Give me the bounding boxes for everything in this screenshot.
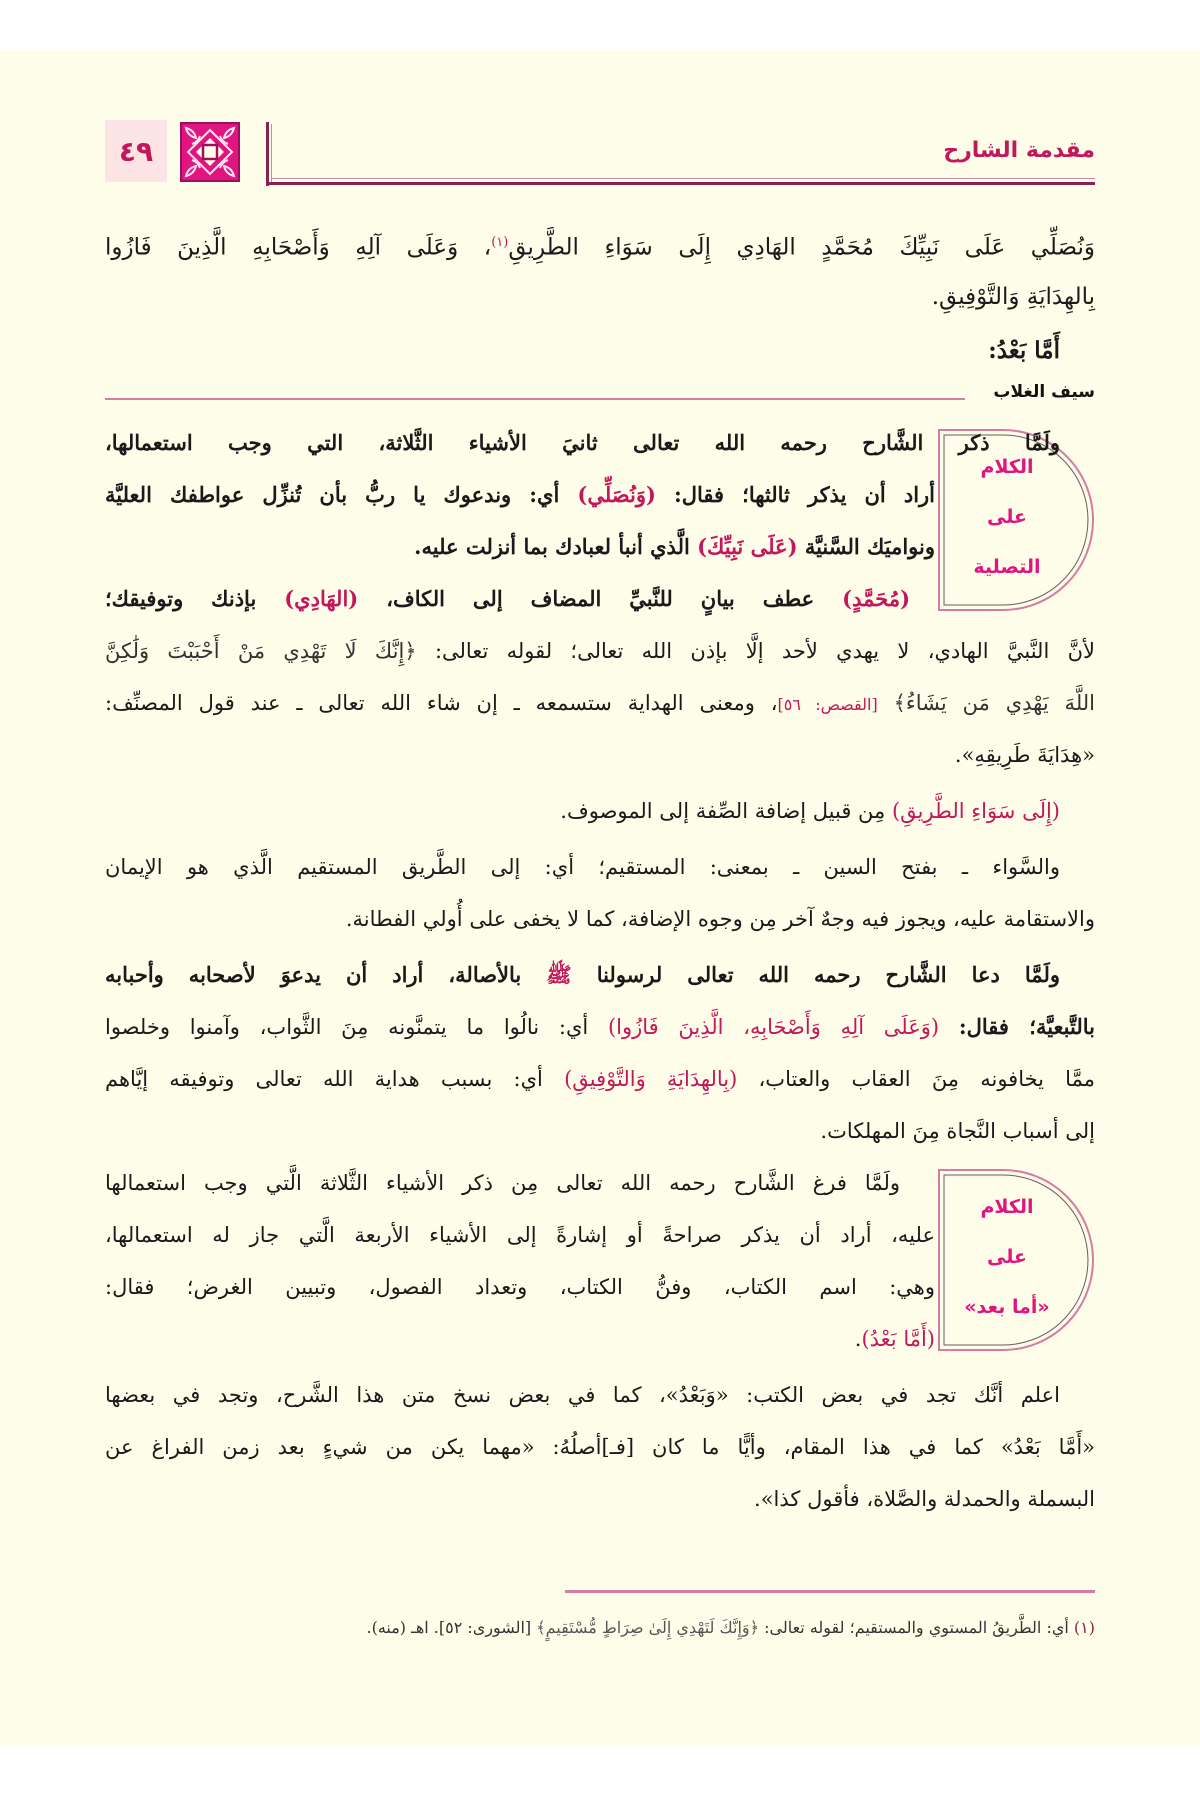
comm-p1-l3: ونواميَك السَّنيَّة (عَلَى نَبِيِّكَ) الَّذي أنبأ لعبادك بما أنزلت عليه.: [414, 534, 935, 559]
footnote-ref[interactable]: (١): [491, 235, 509, 250]
sidebox-line: الكلام: [980, 1196, 1034, 1218]
surah-reference: [القصص: ٥٦]: [777, 695, 878, 714]
commentary-label: سيف الغلاب: [993, 382, 1095, 402]
comm-p1-l2: أراد أن يذكر ثالثها؛ فقال: (وَنُصَلِّي) أي: وندعوك يا ربُّ بأن تُنزِّل عواطفك العليَّة: [105, 482, 936, 507]
comm-p6-l1: ولَمَّا فرغ الشَّارح رحمه الله تعالى مِن ذكر الأشياء الثَّلاثة الَّتي وجب استعمالها: [105, 1171, 900, 1195]
comm-p2-l4: «هِدَايَةَ طَرِيقِهِ».: [954, 743, 1095, 767]
footnote-number: (١): [1073, 1618, 1095, 1637]
sidebox-line: على: [987, 1246, 1027, 1268]
comm-p4-l1: والسَّواء ـ بفتح السين ـ بمعنى: المستقيم؛ أي: إلى الطَّريق المستقيم الَّذي هو الإيمان: [105, 855, 1060, 879]
header-vertical-rule-inner: [271, 124, 272, 184]
salawat-glyph: ﷺ: [546, 962, 572, 987]
comm-p5-l1: ولَمَّا دعا الشَّارح رحمه الله تعالى لرسولنا ﷺ بالأصالة، أراد أن يدعوَ لأصحابه وأحبابه: [105, 962, 1060, 987]
page-number: ٤٩: [105, 120, 167, 182]
comm-p4-l2: والاستقامة عليه، ويجوز فيه وجهٌ آخر مِن وجوه الإضافة، كما لا يخفى على أُولي الفطانة.: [345, 907, 1095, 931]
sidebox-amma-baad: [937, 1168, 1095, 1352]
arabesque-ornament-icon: [180, 122, 240, 182]
surah-reference: [الشورى: ٥٢]: [438, 1618, 532, 1637]
comm-p6-l2: عليه، أراد أن يذكر صراحةً أو إشارةً إلى الأشياء الأربعة الَّتي جاز له استعمالها،: [105, 1223, 935, 1247]
comm-p7-l1: اعلم أنَّك تجد في بعض الكتب: «وَبَعْدُ»، كما في بعض نسخ متن هذا الشَّرح، وتجد في بعضها: [105, 1383, 1060, 1407]
comm-p2-l1: (مُحَمَّدٍ) عطف بيانٍ للنَّبيِّ المضاف إلى الكاف، (الهَادِي) بإذنك وتوفيقك؛: [105, 586, 911, 611]
sidebox-line: التصلية: [973, 556, 1041, 578]
matn-amma-baad: أَمَّا بَعْدُ:: [988, 337, 1060, 364]
comm-p5-l3: ممَّا يخافونه مِنَ العقاب والعتاب، (بِالهِدَايَةِ وَالتَّوْفِيقِ) أي: بسبب هداية الله تعالى وتوفيقه إيَّاهم: [105, 1067, 1095, 1091]
matn-line-2: بِالهِدَايَةِ وَالتَّوْفِيقِ.: [931, 284, 1095, 310]
matn-line-1: وَنُصَلِّي عَلَى نَبِيِّكَ مُحَمَّدٍ الهَادِي إِلَى سَوَاءِ الطَّرِيقِ$^{(١)}$، وَعَلَى آلِهِ وَأَصْحَابِهِ الَّذِينَ فَازُوا: [105, 234, 1095, 261]
comm-p6-l3: وهي: اسم الكتاب، وفنُّ الكتاب، وتعداد الفصول، وتبيين الغرض؛ فقال:: [105, 1275, 935, 1299]
quran-quote: ﴿إِنَّكَ لَا تَهْدِي مَنْ أَحْبَبْتَ وَلَٰكِنَّ: [105, 639, 417, 663]
sidebox-line: الكلام: [980, 456, 1034, 478]
quoted-matn: (وَنُصَلِّي): [577, 482, 656, 507]
comm-p3-l1: (إِلَى سَوَاءِ الطَّرِيقِ) مِن قبيل إضافة الصِّفة إلى الموصوف.: [560, 799, 1060, 823]
header-rule: [266, 182, 1095, 185]
comm-p2-l2: لأنَّ النَّبيَّ الهادي، لا يهدي لأحد إلَّا بإذن الله تعالى؛ لقوله تعالى: ﴿إِنَّكَ لَا تَهْدِي مَنْ أَحْبَبْتَ وَلَٰكِنَّ: [105, 639, 1095, 663]
chapter-title: مقدمة الشارح: [943, 138, 1095, 163]
comm-p7-l3: البسملة والحمدلة والصَّلاة، فأقول كذا».: [754, 1487, 1095, 1511]
comm-p5-l4: إلى أسباب النَّجاة مِنَ المهلكات.: [820, 1119, 1095, 1143]
comm-p6-l4: (أَمَّا بَعْدُ).: [854, 1327, 935, 1351]
sidebox-line: «أما بعد»: [964, 1296, 1050, 1318]
comm-p2-l3: اللَّهَ يَهْدِي مَن يَشَاءُ﴾ [القصص: ٥٦]، ومعنى الهداية ستسمعه ـ إن شاء الله تعالى ـ عند قول المصنِّف:: [105, 691, 1095, 715]
comm-p7-l2: «أَمَّا بَعْدُ» كما في هذا المقام، وأيًّا ما كان [فـ]أصلُهُ: «مهما يكن من شيءٍ بعد زمن الفراغ عن: [105, 1435, 1095, 1459]
comm-p5-l2: بالتَّبعيَّة؛ فقال: (وَعَلَى آلِهِ وَأَصْحَابِهِ، الَّذِينَ فَازُوا) أي: نالُوا ما يتمنَّونه مِنَ الثَّواب، وآمنوا وخلصوا: [105, 1014, 1096, 1039]
footnote: (١) أي: الطَّريقُ المستوي والمستقيم؛ لقوله تعالى: ﴿وَإِنَّكَ لَتَهْدِي إِلَىٰ صِرَاطٍ مُّسْتَقِيمٍ﴾ [الشورى: ٥٢]. اهـ (منه).: [366, 1618, 1095, 1637]
header-vertical-rule: [266, 122, 269, 186]
quran-quote: ﴿وَإِنَّكَ لَتَهْدِي إِلَىٰ صِرَاطٍ مُّسْتَقِيمٍ﴾: [536, 1618, 759, 1637]
sidebox-line: على: [987, 506, 1027, 528]
header-rule-inner: [271, 178, 1095, 179]
comm-p1-l1: ولَمَّا ذكر الشَّارح رحمه الله تعالى ثانيَ الأشياء الثَّلاثة، التي وجب استعمالها،: [105, 430, 1060, 455]
quran-quote: اللَّهَ يَهْدِي مَن يَشَاءُ﴾: [893, 691, 1095, 715]
footnote-rule: [565, 1590, 1095, 1593]
quoted-matn: (عَلَى نَبِيِّكَ): [697, 534, 798, 559]
commentary-rule: [105, 398, 965, 400]
